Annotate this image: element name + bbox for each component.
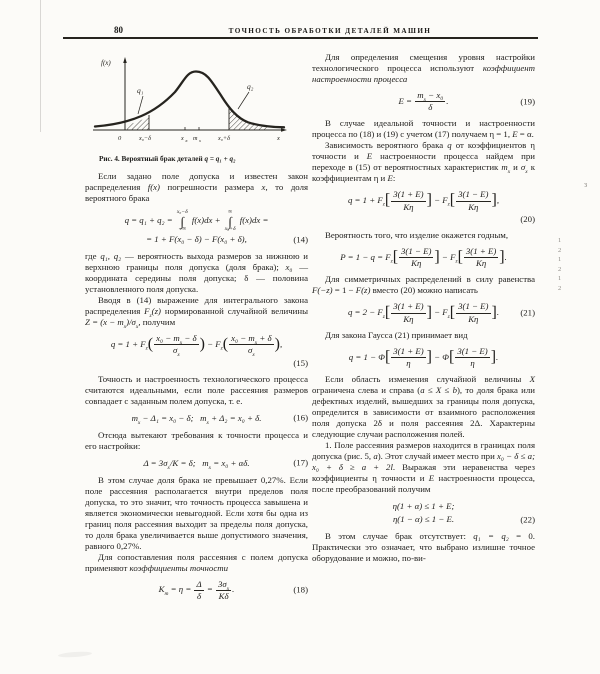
equation-gauss [312, 346, 535, 369]
xv-label-sub: в [185, 138, 188, 143]
equation-line [85, 579, 308, 602]
scan-artifact-line [40, 0, 41, 132]
equation-line [312, 301, 535, 324]
equation-body: E = $\frac{m_x - x_0}{\delta}$ . [398, 90, 449, 113]
equation-line [85, 457, 308, 470]
equation-number: (17) [293, 457, 308, 468]
equation-15 [85, 333, 308, 368]
scan-artifact-smudge [58, 651, 92, 658]
equation-line: q = q₁ + q₂ = x₀−δ ∫ −∞ f(x)dx + ∞ ∫ x₀+δ f(x)dx = [124, 209, 269, 232]
mx-label-sub: x [199, 138, 201, 143]
figure-4 [85, 52, 308, 164]
equation-22 [312, 500, 535, 526]
mx-label-main: m [193, 135, 198, 142]
equation-line: $q = 1 + F_z$[ $\frac{3(1 + E)}{K\eta}$ ] − $F_z$[ $\frac{3(1 - E)}{K\eta}$ ], [347, 189, 500, 212]
lower-limit-label: x₀−δ [139, 135, 151, 142]
equation-body: $m_x - \Delta_1 = x_0 - \delta$; $m_x + \Delta_2 = x_0 + \delta$. [131, 412, 262, 426]
density-curve [95, 72, 284, 128]
equation-16 [85, 412, 308, 425]
page-number: 80 [114, 25, 123, 35]
equation-line: η(1 + α) ≤ 1 + E; [392, 501, 455, 512]
margin-digit: 1 [558, 237, 562, 244]
xv-label-main: x [181, 135, 184, 142]
paragraph: 1. Поле рассеяния размеров находится в границах поля допуска (рис. 5, а). Этот случай имеет место при x₀ − δ ≤ a; x₀ + δ ≥ a + 2l. Выражая эти неравенства через коэффициенты η точности и E настроенности процесса, после преобразований получим [312, 440, 536, 495]
q1-leader-line [138, 96, 143, 114]
y-axis-label: f(x) [101, 59, 111, 67]
equation-line [312, 513, 535, 526]
q2-label: q₂ [247, 82, 254, 91]
equation-number: (22) [520, 514, 535, 525]
equation-18 [85, 579, 308, 602]
margin-digit: 2 [558, 265, 562, 273]
margin-pencil-mark: з [584, 180, 588, 189]
upper-limit-label: x₀+δ [218, 135, 230, 142]
paragraph: Точность и настроенность технологического процесса считаются идеальными, если поле рассеяния размеров совпадает с заданным полем допуска, т. е. [85, 373, 308, 406]
equation-19 [312, 90, 535, 113]
paragraph: В случае идеальной точности и настроенности процесса по (18) и (19) с учетом (17) получаем η = 1, E = α. [312, 118, 535, 140]
equation-17 [85, 457, 308, 470]
margin-digit: 1 [558, 256, 562, 263]
equation-body: $q = 2 - F_z$[ $\frac{3(1 + E)}{K\eta}$ ] − $F_z$[ $\frac{3(1 - E)}{K\eta}$ ]. [347, 301, 500, 324]
paragraph: Вероятность того, что изделие окажется годным, [325, 229, 509, 240]
equation-body: η(1 − α) ≤ 1 − E. [392, 514, 455, 525]
equation-line [312, 90, 535, 113]
equation-number: (19) [520, 96, 535, 107]
equation-godnost [312, 246, 535, 269]
running-title: ТОЧНОСТЬ ОБРАБОТКИ ДЕТАЛЕЙ МАШИН [228, 26, 432, 35]
equation-line: q = 1 − Φ[ $\frac{3(1 + E)}{\eta}$ ] − Φ[ $\frac{3(1 - E)}{\eta}$ ]. [348, 345, 499, 369]
paragraph: Для сопоставления поля рассеяния с полем допуска применяют коэффициенты точности [85, 551, 308, 573]
margin-digit: 2 [558, 246, 562, 254]
paragraph: Зависимость вероятного брака q от коэффициентов η точности и E настроенности процесса найдем при переходе в (15) от вероятностных характеристик $m_x$ и $\sigma_x$ к коэффициентам η и E: [312, 140, 536, 184]
equation-number: (18) [293, 584, 308, 595]
equation-number: (15) [293, 357, 308, 368]
equation-14 [85, 209, 308, 246]
paragraph: где q₁, q₂ — вероятность выхода размеров за нижнюю и верхнюю границы поля допуска (доля брака); x₀ — координата середины поля допуска; δ — половина установленного поля допуска. [85, 251, 309, 295]
x-axis-label: x [277, 135, 280, 142]
equation-body: $K_т = \eta$ = $\frac{\Delta}{\delta}$ = $\frac{3\sigma_x}{K\delta}$ . [158, 578, 235, 601]
paragraph: Отсюда вытекают требования к точности процесса и его настройки: [85, 429, 308, 451]
y-axis-arrow [123, 57, 127, 63]
right-column [312, 52, 535, 564]
paragraph: В этом случае доля брака не превышает 0,27%. Если поле рассеяния располагается внутри пределов поля допуска, то это значит, что точность процесса завышена и является экономически невыгодной. Если хотя бы одна из границ поля рассеяния выходит за пределы поля допуска, то доля брака увеличивается выше допустимого значения, равного 0,27%. [85, 474, 308, 551]
margin-pencil-digits [558, 236, 561, 293]
x-axis-arrow [281, 128, 287, 132]
margin-digit: 1 [558, 275, 562, 282]
paragraph: Если задано поле допуска и известен закон распределения f(x) погрешности размера x, то доля вероятного брака [85, 171, 309, 203]
equation-body: = 1 + F(x₀ − δ) − F(x₀ + δ), [146, 234, 247, 245]
header-rule [63, 37, 538, 39]
equation-21 [312, 301, 535, 324]
paragraph: Вводя в (14) выражение для интегрального закона распределения $F_z(z)$ нормированной случайной величины $Z = (x - m_x)/\sigma_x$, получим [85, 295, 308, 330]
paragraph: В этом случае брак отсутствует: q₁ = q₂ = 0. Практически это означает, что выбрано излишне точное оборудование и можно, по-ви- [312, 531, 536, 564]
origin-label: 0 [118, 135, 122, 142]
equation-number: (14) [293, 234, 308, 245]
margin-digit: 2 [558, 284, 562, 292]
q1-label: q₁ [137, 86, 144, 95]
paragraph: Для определения смещения уровня настройки технологического процесса используют коэффициент настроенности процесса [312, 52, 535, 84]
equation-line: $P = 1 - q = F_z$[ $\frac{3(1 - E)}{K\eta}$ ] − $F_z$[ $\frac{3(1 + E)}{K\eta}$ ]. [340, 245, 507, 269]
equation-number: (20) [520, 213, 535, 224]
equation-line [85, 233, 308, 246]
paragraph: Для симметричных распределений в силу равенства F(−z) = 1 − F(z) вместо (20) можно написать [312, 274, 535, 296]
paragraph: Если область изменения случайной величины X ограничена слева и справа (a ≤ X ≤ b), то доля брака или дефектных изделий, вышедших за границы поля допуска, определится в зависимости от взаимного расположения поля допуска 2δ и поля рассеяния 2Δ. Характерны следующие случаи расположения полей. [312, 374, 535, 440]
distribution-curve-plot [87, 52, 292, 148]
left-column [85, 52, 308, 607]
paragraph: Для закона Гаусса (21) принимает вид [325, 329, 468, 340]
equation-line: $q = 1 + F_z$( $\frac{x_0 - m_x - \delta}{\sigma_x}$ ) − $F_z$( $\frac{x_0 - m_x + \delta}{\sigma_x}$ ), [110, 333, 283, 359]
equation-number: (21) [520, 307, 535, 318]
equation-number: (16) [293, 412, 308, 423]
q2-leader-line [238, 92, 249, 109]
equation-20 [312, 189, 535, 224]
equation-line [85, 412, 308, 425]
figure-caption: Рис. 4. Вероятный брак деталей q = q₁ + q₂ [99, 155, 236, 163]
equation-body: $\Delta = 3\sigma_x/K = \delta$; $m_x = x_0 + \alpha\delta$. [143, 457, 250, 471]
